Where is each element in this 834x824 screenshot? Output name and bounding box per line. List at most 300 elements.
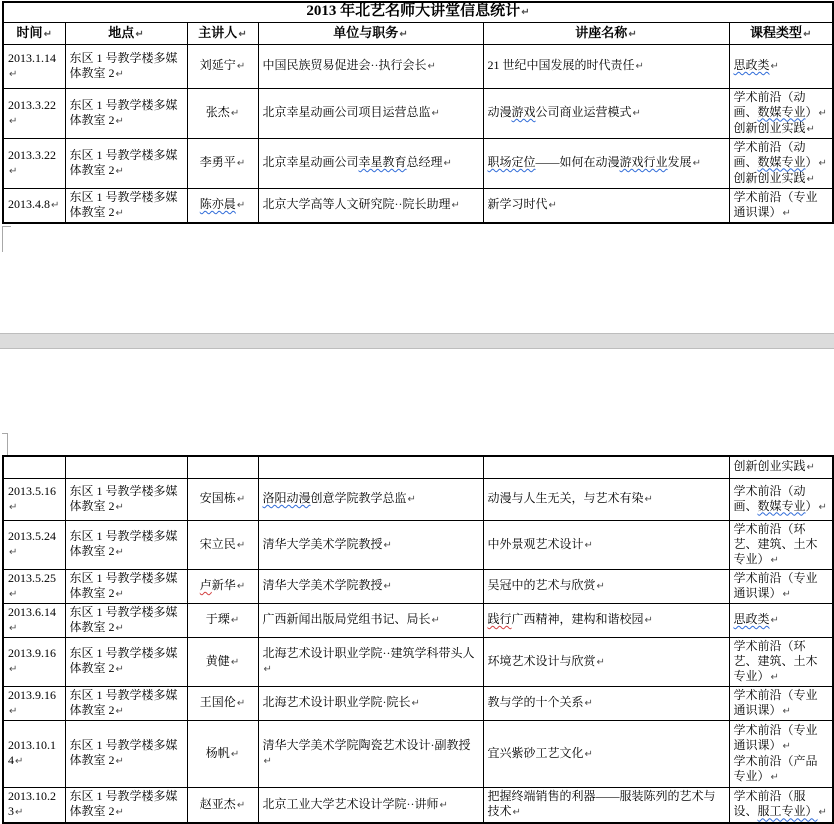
cell-paragraph	[70, 148, 183, 179]
cell-type[interactable]	[729, 138, 833, 188]
cell-text: 东区 1 号教学楼多媒体教室 2	[69, 604, 178, 634]
cell-paragraph	[488, 155, 725, 171]
cell-text: 北京大学高等人文研究院··院长助理	[262, 197, 451, 211]
cell-text: 2013.4.8	[8, 197, 50, 211]
cell-text: 东区 1 号教学楼多媒体教室 2	[69, 570, 178, 600]
spellcheck-red-text: 践行	[487, 612, 512, 626]
cell-speaker[interactable]	[187, 456, 258, 478]
paragraph-mark: ↵	[770, 771, 779, 783]
table-row	[3, 456, 833, 478]
cell-text: 赵亚杰	[199, 796, 236, 811]
paragraph-mark: ↵	[548, 200, 557, 211]
table-row	[3, 88, 833, 138]
cell-time[interactable]	[3, 44, 65, 88]
paragraph-mark: ↵	[632, 108, 641, 119]
paragraph-mark: ↵	[9, 501, 18, 513]
cell-lecture[interactable]	[483, 456, 729, 478]
cell-text: 2013.10.14	[8, 738, 56, 767]
cell-lecture[interactable]	[483, 44, 729, 88]
paragraph-mark: ↵	[806, 173, 815, 185]
paragraph-mark: ↵	[584, 698, 593, 709]
cell-paragraph	[70, 688, 183, 719]
cell-paragraph	[734, 121, 829, 137]
cell-paragraph	[734, 688, 829, 719]
cell-lecture[interactable]	[483, 88, 729, 138]
cell-paragraph	[488, 746, 725, 762]
paragraph-mark: ↵	[135, 28, 144, 40]
cell-paragraph	[263, 797, 479, 813]
paragraph-mark: ↵	[236, 539, 246, 551]
spellcheck-blue-text: 游戏行业	[619, 155, 668, 169]
paragraph-mark: ↵	[596, 656, 605, 668]
paragraph-mark: ↵	[115, 588, 124, 600]
cell-text: 2013.6.14	[8, 604, 56, 619]
paragraph-mark: ↵	[115, 664, 124, 675]
cell-paragraph	[734, 639, 829, 685]
cell-text: 东区 1 号教学楼多媒体教室 2	[69, 50, 178, 80]
cell-paragraph	[8, 738, 61, 769]
column-header-label: 单位与职务	[333, 24, 399, 40]
cell-text: 2013.5.16	[8, 483, 56, 498]
cell-paragraph	[734, 459, 829, 475]
cell-paragraph	[734, 58, 829, 74]
paragraph-mark: ↵	[439, 799, 448, 811]
cell-paragraph	[263, 738, 479, 769]
cell-speaker[interactable]	[187, 787, 258, 823]
cell-text: 创新创业实践	[733, 120, 806, 135]
cell-paragraph	[488, 612, 725, 628]
cell-text: 清华大学美术学院教授	[262, 536, 383, 551]
column-header-label: 课程类型	[750, 24, 803, 40]
paragraph-mark: ↵	[635, 61, 644, 72]
table-row	[3, 188, 833, 223]
paragraph-mark: ↵	[236, 61, 246, 72]
cell-paragraph	[263, 578, 479, 594]
paragraph-mark: ↵	[512, 807, 521, 819]
cell-paragraph	[734, 571, 829, 602]
spellcheck-blue-text: 服工专业）	[757, 804, 818, 819]
cell-unit[interactable]	[258, 787, 483, 823]
cell-paragraph	[70, 98, 183, 129]
paragraph-mark: ↵	[628, 28, 637, 40]
table-row	[3, 569, 833, 603]
cell-place[interactable]	[65, 720, 187, 787]
lecture-info-table-page1[interactable]	[2, 1, 834, 224]
paragraph-mark: ↵	[230, 748, 240, 760]
paragraph-mark: ↵	[411, 698, 420, 709]
paragraph-mark: ↵	[9, 68, 18, 80]
paragraph-mark: ↵	[236, 581, 246, 592]
cell-paragraph	[263, 646, 479, 677]
cell-paragraph	[488, 578, 725, 594]
cell-paragraph	[8, 484, 61, 515]
cell-text: 北海艺术设计职业学院·院长	[262, 695, 411, 709]
cell-time[interactable]	[3, 188, 65, 223]
paragraph-mark: ↵	[644, 615, 653, 626]
column-header-label: 时间	[16, 24, 43, 40]
cell-time[interactable]	[3, 520, 65, 569]
cell-paragraph	[488, 789, 725, 820]
cell-text: 2013.3.22	[8, 147, 56, 162]
cell-speaker[interactable]	[187, 188, 258, 223]
cell-text: 吴冠中的艺术与欣赏	[487, 578, 596, 592]
column-header-unit[interactable]	[258, 22, 483, 44]
cell-text: 中外景观艺术设计	[487, 536, 584, 551]
cell-paragraph	[70, 605, 183, 636]
cell-text: 学术前沿（动画、	[733, 139, 806, 169]
cell-paragraph	[488, 537, 725, 553]
spellcheck-blue-text: 数媒专业	[757, 104, 806, 119]
paragraph-mark: ↵	[521, 7, 530, 19]
cell-type[interactable]	[729, 686, 833, 720]
cell-time[interactable]	[3, 720, 65, 787]
paragraph-mark: ↵	[9, 547, 18, 558]
cell-type[interactable]	[729, 603, 833, 637]
cell-text: 动漫与人生无关，与艺术有染	[487, 491, 644, 505]
cell-time[interactable]	[3, 603, 65, 637]
paragraph-mark: ↵	[803, 28, 812, 40]
cell-text: 学术前沿（服设、	[733, 789, 806, 819]
cell-place[interactable]	[65, 88, 187, 138]
cell-lecture[interactable]	[483, 478, 729, 520]
paragraph-mark: ↵	[431, 108, 440, 119]
cell-text: 东区 1 号教学楼多媒体教室 2	[69, 687, 178, 717]
cell-unit[interactable]	[258, 603, 483, 637]
cell-paragraph	[734, 484, 829, 515]
cell-type[interactable]	[729, 720, 833, 787]
cell-text: 发展	[667, 155, 692, 169]
spellcheck-blue-text: 职场定位	[487, 155, 536, 169]
cell-text: 总经理	[406, 155, 443, 169]
cell-paragraph	[192, 197, 254, 213]
cell-unit[interactable]	[258, 456, 483, 478]
spellcheck-blue-text: 数媒专业	[757, 154, 806, 169]
cell-type[interactable]	[729, 478, 833, 520]
column-header-label: 主讲人	[198, 24, 238, 40]
cell-time[interactable]	[3, 637, 65, 686]
paragraph-mark: ↵	[584, 748, 593, 760]
cell-place[interactable]	[65, 188, 187, 223]
paragraph-mark: ↵	[43, 28, 52, 40]
cell-paragraph	[8, 646, 61, 677]
cell-lecture[interactable]	[483, 720, 729, 787]
paragraph-mark: ↵	[770, 615, 779, 626]
text-boundary-corner-mark	[2, 226, 11, 252]
cell-lecture[interactable]	[483, 686, 729, 720]
cell-unit[interactable]	[258, 138, 483, 188]
paragraph-mark: ↵	[115, 622, 124, 634]
paragraph-mark: ↵	[806, 462, 815, 474]
cell-paragraph	[70, 789, 183, 820]
cell-lecture[interactable]	[483, 138, 729, 188]
cell-type[interactable]	[729, 787, 833, 823]
cell-text: 学术前沿（专业通识课）	[733, 687, 818, 717]
cell-paragraph	[70, 738, 183, 769]
cell-text: 东区 1 号教学楼多媒体教室 2	[69, 483, 178, 513]
cell-time[interactable]	[3, 138, 65, 188]
cell-text: 清华大学美术学院教授	[262, 578, 383, 592]
cell-text: 2013.9.16	[8, 687, 56, 702]
cell-place[interactable]	[65, 686, 187, 720]
cell-paragraph	[8, 197, 61, 213]
cell-time[interactable]	[3, 88, 65, 138]
cell-lecture[interactable]	[483, 603, 729, 637]
cell-unit[interactable]	[258, 88, 483, 138]
cell-paragraph	[70, 529, 183, 560]
paragraph-mark: ↵	[399, 28, 408, 40]
cell-text: 2013.1.14	[8, 50, 56, 65]
cell-paragraph	[734, 723, 829, 754]
cell-paragraph	[8, 529, 61, 560]
cell-paragraph	[263, 695, 479, 711]
paragraph-mark: ↵	[692, 158, 701, 169]
cell-speaker[interactable]	[187, 520, 258, 569]
cell-text: 清华大学美术学院陶瓷艺术设计·副教授	[262, 738, 471, 752]
cell-place[interactable]	[65, 787, 187, 823]
paragraph-mark: ↵	[230, 615, 240, 626]
cell-unit[interactable]	[258, 569, 483, 603]
cell-time[interactable]	[3, 787, 65, 823]
cell-text: 北海艺术设计职业学院··建筑学科带头人	[262, 646, 475, 660]
cell-text: 学术前沿（环艺、建筑、土木专业）	[733, 521, 818, 566]
cell-type[interactable]	[729, 520, 833, 569]
column-header-lecture[interactable]	[483, 22, 729, 44]
paragraph-mark: ↵	[238, 28, 247, 40]
cell-speaker[interactable]	[187, 569, 258, 603]
cell-paragraph	[70, 51, 183, 82]
paragraph-mark: ↵	[263, 664, 272, 675]
table-row	[3, 44, 833, 88]
cell-paragraph	[192, 155, 254, 171]
cell-text: 北京工业大学艺术设计学院··讲师	[262, 796, 439, 811]
column-header-speaker[interactable]	[187, 22, 258, 44]
column-header-time[interactable]	[3, 22, 65, 44]
cell-paragraph	[192, 746, 254, 762]
cell-place[interactable]	[65, 44, 187, 88]
cell-paragraph	[8, 51, 61, 82]
cell-text: 东区 1 号教学楼多媒体教室 2	[69, 789, 178, 819]
spellcheck-blue-text: 思政类	[733, 612, 770, 626]
paragraph-mark: ↵	[818, 501, 827, 513]
paragraph-mark: ↵	[770, 671, 779, 683]
paragraph-mark: ↵	[9, 705, 18, 717]
cell-paragraph	[734, 612, 829, 628]
cell-text: 2013.5.25	[8, 570, 56, 585]
column-header-type[interactable]	[729, 22, 833, 44]
cell-text: 广西新闻出版局党组书记、局长	[262, 612, 431, 626]
paragraph-mark: ↵	[230, 656, 240, 668]
paragraph-mark: ↵	[383, 539, 392, 551]
cell-paragraph	[263, 537, 479, 553]
table-title-text: 2013 年北艺名师大讲堂信息统计	[306, 3, 521, 20]
cell-paragraph	[734, 140, 829, 171]
paragraph-mark: ↵	[115, 705, 124, 717]
paragraph-mark: ↵	[9, 165, 18, 177]
cell-text: 创意学院教学总监	[310, 491, 407, 505]
table-row	[3, 520, 833, 569]
column-header-label: 讲座名称	[575, 24, 628, 40]
cell-paragraph	[192, 797, 254, 813]
cell-place[interactable]	[65, 138, 187, 188]
cell-paragraph	[488, 58, 725, 74]
paragraph-mark: ↵	[115, 68, 124, 80]
cell-paragraph	[70, 571, 183, 602]
cell-speaker[interactable]	[187, 44, 258, 88]
cell-paragraph	[192, 654, 254, 670]
cell-paragraph	[488, 695, 725, 711]
cell-text: 安国栋	[199, 491, 236, 505]
cell-lecture[interactable]	[483, 520, 729, 569]
cell-type[interactable]	[729, 188, 833, 223]
cell-text: 东区 1 号教学楼多媒体教室 2	[69, 97, 178, 127]
paragraph-mark: ↵	[15, 807, 24, 819]
cell-paragraph	[734, 754, 829, 785]
cell-text: 东区 1 号教学楼多媒体教室 2	[69, 529, 178, 558]
column-header-place[interactable]	[65, 22, 187, 44]
cell-unit[interactable]	[258, 44, 483, 88]
cell-text: 东区 1 号教学楼多媒体教室 2	[69, 738, 178, 767]
cell-speaker[interactable]	[187, 686, 258, 720]
paragraph-mark: ↵	[9, 115, 18, 127]
cell-time[interactable]	[3, 686, 65, 720]
cell-paragraph	[8, 789, 61, 820]
cell-place[interactable]	[65, 569, 187, 603]
cell-speaker[interactable]	[187, 720, 258, 787]
spellcheck-blue-text: 幸星教育	[358, 155, 407, 169]
paragraph-mark: ↵	[230, 108, 240, 119]
cell-paragraph	[263, 491, 479, 507]
cell-text: 学术前沿（专业通识课）	[733, 189, 818, 219]
cell-text: 2013.9.16	[8, 646, 56, 660]
cell-text: 环境艺术设计与欣赏	[487, 653, 596, 668]
paragraph-mark: ↵	[431, 615, 440, 626]
paragraph-mark: ↵	[115, 807, 124, 819]
paragraph-mark: ↵	[263, 756, 272, 767]
paragraph-mark: ↵	[770, 554, 779, 566]
cell-text: 北京幸星动画公司	[262, 155, 359, 169]
table-title[interactable]	[3, 2, 833, 22]
cell-text: 把握终端销售的利器——服装陈列的艺术与技术	[487, 789, 716, 819]
cell-unit[interactable]	[258, 686, 483, 720]
paragraph-mark: ↵	[806, 123, 815, 135]
cell-type[interactable]	[729, 569, 833, 603]
cell-text: 宋立民	[199, 536, 236, 551]
paragraph-mark: ↵	[9, 622, 18, 634]
cell-place[interactable]	[65, 520, 187, 569]
cell-unit[interactable]	[258, 478, 483, 520]
cell-speaker[interactable]	[187, 478, 258, 520]
paragraph-mark: ↵	[51, 200, 60, 211]
cell-paragraph	[263, 105, 479, 121]
paragraph-mark: ↵	[782, 588, 791, 600]
paragraph-mark: ↵	[584, 539, 593, 551]
cell-speaker[interactable]	[187, 138, 258, 188]
cell-paragraph	[263, 58, 479, 74]
text-boundary-corner-mark	[2, 433, 8, 455]
paragraph-mark: ↵	[236, 494, 246, 505]
cell-paragraph	[192, 58, 254, 74]
cell-text: 2013.5.24	[8, 529, 56, 543]
paragraph-mark: ↵	[770, 61, 779, 72]
cell-paragraph	[8, 148, 61, 179]
cell-time[interactable]	[3, 456, 65, 478]
cell-text: 中国民族贸易促进会··执行会长	[262, 58, 427, 72]
cell-text: 于瑮	[205, 612, 230, 626]
cell-paragraph	[70, 190, 183, 221]
cell-type[interactable]	[729, 88, 833, 138]
paragraph-mark: ↵	[236, 698, 246, 709]
paragraph-mark: ↵	[115, 115, 124, 127]
cell-unit[interactable]	[258, 637, 483, 686]
cell-text: ）	[805, 498, 818, 513]
table-row	[3, 138, 833, 188]
cell-time[interactable]	[3, 478, 65, 520]
table-row	[3, 478, 833, 520]
spellcheck-blue-text: 洛阳动漫	[262, 491, 311, 505]
cell-paragraph	[263, 155, 479, 171]
table-row	[3, 637, 833, 686]
cell-paragraph	[70, 646, 183, 677]
spellcheck-blue-text: 数媒专业	[757, 498, 806, 513]
cell-paragraph	[192, 537, 254, 553]
cell-text: 学术前沿（环艺、建筑、土木专业）	[733, 638, 818, 683]
cell-type[interactable]	[729, 456, 833, 478]
cell-lecture[interactable]	[483, 787, 729, 823]
cell-unit[interactable]	[258, 188, 483, 223]
paragraph-mark: ↵	[115, 547, 124, 558]
page-break-gap	[0, 333, 834, 349]
cell-speaker[interactable]	[187, 603, 258, 637]
paragraph-mark: ↵	[427, 61, 436, 72]
spellcheck-blue-text: 陈亦晨	[199, 197, 236, 211]
cell-lecture[interactable]	[483, 569, 729, 603]
cell-lecture[interactable]	[483, 637, 729, 686]
cell-place[interactable]	[65, 456, 187, 478]
cell-text: 黄健	[205, 653, 230, 668]
paragraph-mark: ↵	[115, 501, 124, 513]
lecture-info-table-page2[interactable]	[2, 455, 834, 824]
paragraph-mark: ↵	[407, 494, 416, 505]
cell-place[interactable]	[65, 637, 187, 686]
cell-paragraph	[734, 171, 829, 187]
cell-text: 21 世纪中国发展的时代责任	[487, 58, 635, 72]
cell-unit[interactable]	[258, 720, 483, 787]
table-row	[3, 787, 833, 823]
cell-paragraph	[734, 190, 829, 221]
paragraph-mark: ↵	[644, 494, 653, 505]
cell-type[interactable]	[729, 637, 833, 686]
spellcheck-blue-text: 游戏	[511, 105, 536, 119]
paragraph-mark: ↵	[236, 799, 246, 811]
cell-paragraph	[192, 695, 254, 711]
cell-place[interactable]	[65, 478, 187, 520]
cell-text: 张杰	[205, 105, 230, 119]
cell-text: 新学习时代	[487, 197, 548, 211]
cell-text: 北京幸星动画公司项目运营总监	[262, 105, 431, 119]
cell-text: 学术前沿（动画、	[733, 89, 806, 119]
cell-lecture[interactable]	[483, 188, 729, 223]
cell-speaker[interactable]	[187, 88, 258, 138]
cell-time[interactable]	[3, 569, 65, 603]
cell-unit[interactable]	[258, 520, 483, 569]
cell-speaker[interactable]	[187, 637, 258, 686]
cell-paragraph	[734, 789, 829, 820]
cell-paragraph	[70, 484, 183, 515]
cell-paragraph	[734, 522, 829, 568]
cell-place[interactable]	[65, 603, 187, 637]
paragraph-mark: ↵	[115, 756, 124, 767]
cell-type[interactable]	[729, 44, 833, 88]
